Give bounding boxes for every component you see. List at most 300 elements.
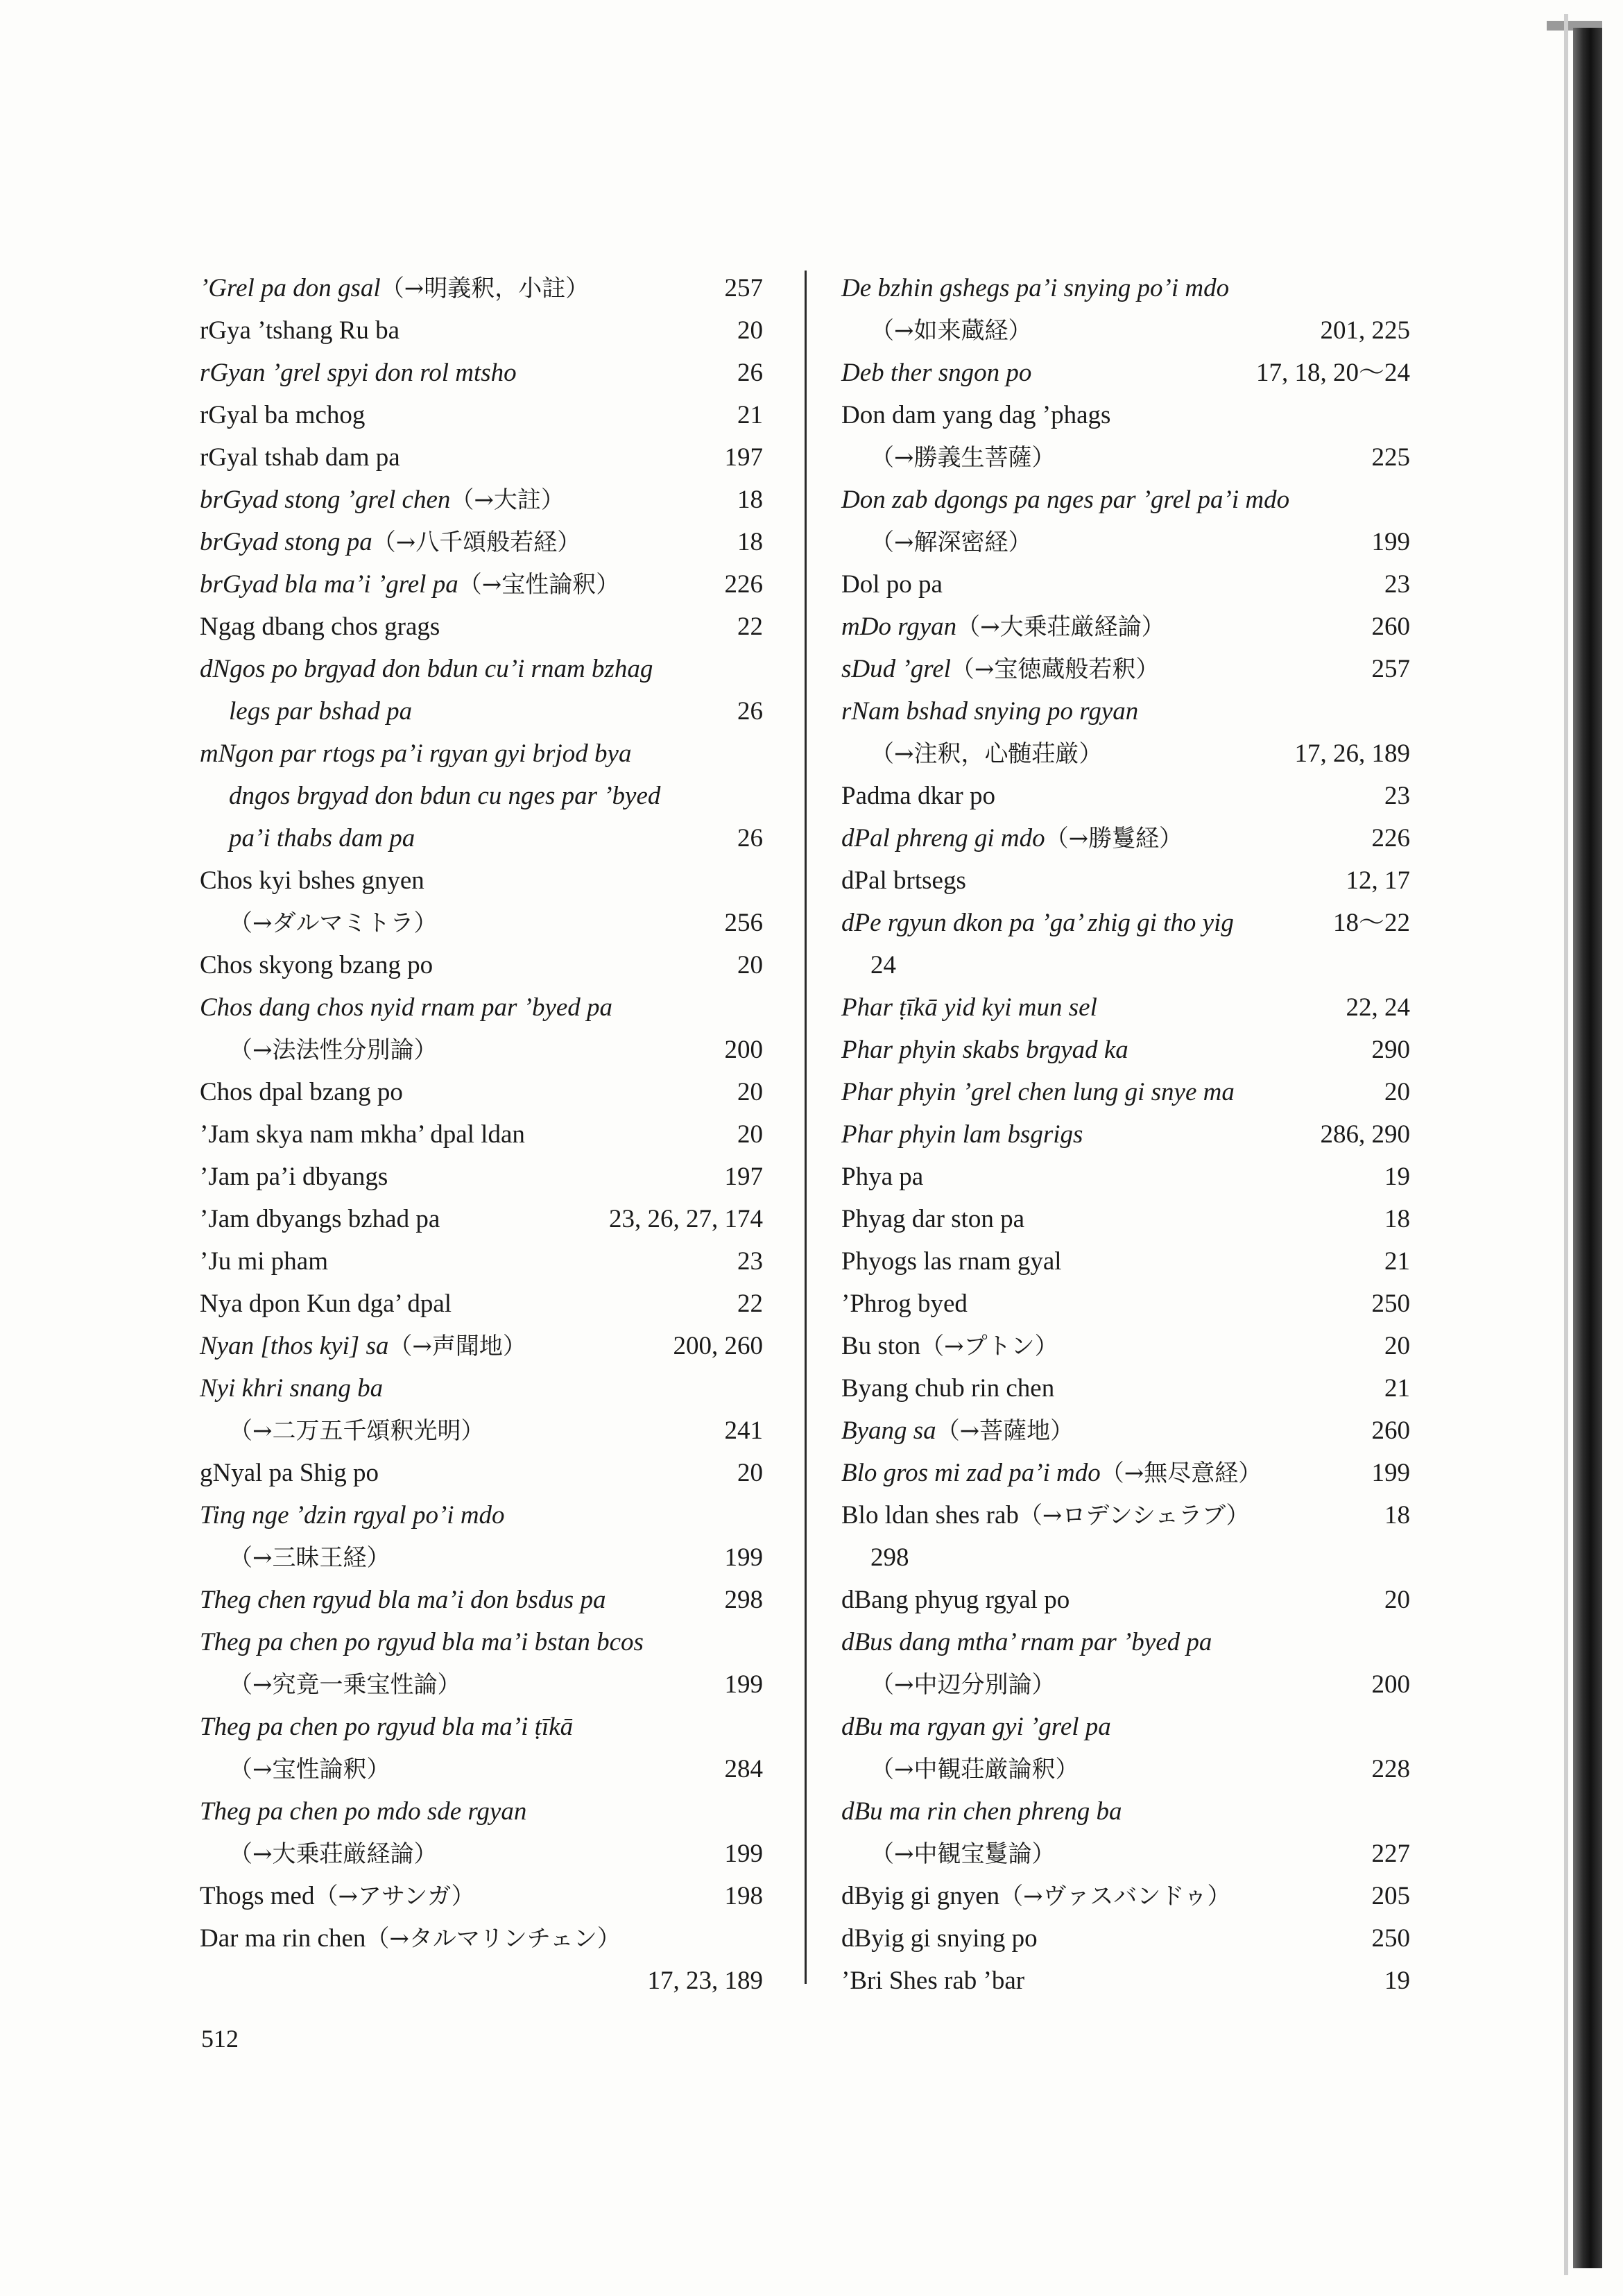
entry-title: brGyad stong pa xyxy=(200,528,372,556)
index-entry xyxy=(841,1494,1410,1579)
index-entry-line xyxy=(841,1198,1410,1240)
entry-text-group xyxy=(200,1706,573,1748)
entry-page-numbers: 228 xyxy=(1371,1755,1410,1783)
index-entry-line xyxy=(200,1113,763,1156)
index-entry xyxy=(841,563,1410,606)
entry-title: Chos dang chos nyid rnam par ’byed pa xyxy=(200,993,613,1022)
index-entry-line xyxy=(200,521,763,563)
entry-title: Dar ma rin chen xyxy=(200,1924,366,1953)
entry-page-numbers: 200 xyxy=(1371,1670,1410,1699)
entry-page-numbers: 18 xyxy=(737,486,763,514)
entry-cross-reference: （→法法性分別論） xyxy=(229,1036,438,1064)
entry-text-group xyxy=(870,1536,909,1579)
index-entry-line xyxy=(200,1706,763,1748)
index-entry xyxy=(200,1621,763,1706)
entry-text-group xyxy=(229,902,438,945)
entry-title: pa’i thabs dam pa xyxy=(229,824,415,853)
entry-title: ’Jam skya nam mkha’ dpal ldan xyxy=(200,1120,525,1149)
entry-page-numbers: 26 xyxy=(737,697,763,726)
entry-title: Nyi khri snang ba xyxy=(200,1374,384,1403)
entry-title: Phar phyin skabs brgyad ka xyxy=(841,1036,1128,1064)
entry-cross-reference: （→プトン） xyxy=(920,1333,1058,1360)
entry-page-numbers: 197 xyxy=(724,1163,763,1191)
index-entry-line xyxy=(200,1960,763,2002)
entry-text-group xyxy=(200,606,440,648)
index-entry-line xyxy=(841,1113,1410,1156)
index-entry xyxy=(200,1198,763,1240)
entry-title: ’Jam pa’i dbyangs xyxy=(200,1163,388,1191)
index-entry-line xyxy=(841,1748,1410,1790)
index-entry-line xyxy=(841,1452,1410,1494)
index-entry-line xyxy=(841,1071,1410,1113)
entry-text-group xyxy=(870,436,1056,479)
index-entry xyxy=(200,1325,763,1367)
entry-title: Theg chen rgyud bla ma’i don bsdus pa xyxy=(200,1586,606,1614)
entry-page-numbers: 18～22 xyxy=(1333,909,1410,937)
index-entry xyxy=(200,859,763,944)
index-entry-line xyxy=(841,1960,1410,2002)
index-entry xyxy=(841,1283,1410,1325)
entry-text-group xyxy=(200,479,565,522)
entry-title: rGyal tshab dam pa xyxy=(200,443,400,472)
entry-cross-reference: （→解深密経） xyxy=(870,529,1032,556)
entry-text-group xyxy=(841,1579,1070,1621)
index-entry xyxy=(841,1029,1410,1071)
entry-text-group xyxy=(841,1706,1111,1748)
index-entry xyxy=(200,309,763,352)
entry-title: Byang sa xyxy=(841,1416,936,1445)
entry-text-group xyxy=(200,859,424,902)
index-entry-line xyxy=(200,1494,763,1536)
entry-title: Theg pa chen po mdo sde rgyan xyxy=(200,1797,527,1826)
entry-text-group xyxy=(200,986,612,1029)
entry-title: Thogs med xyxy=(200,1882,315,1910)
index-entry-line xyxy=(841,606,1410,648)
entry-cross-reference: （→二万五千頌釈光明） xyxy=(229,1417,485,1445)
index-entry-line xyxy=(841,1875,1410,1917)
entry-text-group xyxy=(841,1410,1074,1453)
index-entry-line xyxy=(841,733,1410,775)
entry-page-numbers: 199 xyxy=(724,1840,763,1868)
entry-title: Chos dpal bzang po xyxy=(200,1078,403,1106)
entry-page-numbers: 227 xyxy=(1371,1840,1410,1868)
entry-cross-reference: （→宝性論釈） xyxy=(458,571,620,599)
entry-cross-reference: （→ダルマミトラ） xyxy=(229,909,438,937)
index-entry xyxy=(200,352,763,394)
index-entry-line xyxy=(841,479,1410,521)
index-entry xyxy=(200,1240,763,1283)
entry-text-group xyxy=(870,521,1032,564)
entry-page-numbers: 22, 24 xyxy=(1346,993,1410,1022)
entry-text-group xyxy=(229,1536,390,1579)
entry-title: dPal phreng gi mdo xyxy=(841,824,1045,853)
entry-text-group xyxy=(229,1410,485,1453)
entry-text-group xyxy=(841,606,1165,649)
index-entry xyxy=(200,267,763,309)
entry-cross-reference: （→宝徳蔵般若釈） xyxy=(950,656,1160,683)
index-entry-line xyxy=(841,1917,1410,1960)
entry-title: Ting nge ’dzin rgyal po’i mdo xyxy=(200,1501,505,1530)
index-entry xyxy=(200,1113,763,1156)
entry-title: legs par bshad pa xyxy=(229,697,413,726)
index-entry xyxy=(841,986,1410,1029)
entry-page-numbers: 23 xyxy=(1384,570,1410,599)
entry-title: Padma dkar po xyxy=(841,782,995,810)
index-entry xyxy=(841,1240,1410,1283)
index-entry xyxy=(841,1790,1410,1875)
entry-text-group xyxy=(200,436,400,479)
entry-title: sDud ’grel xyxy=(841,655,951,683)
index-entry xyxy=(200,986,763,1071)
entry-page-numbers: 26 xyxy=(737,359,763,387)
entry-page-numbers: 199 xyxy=(724,1670,763,1699)
entry-page-numbers: 20 xyxy=(1384,1332,1410,1360)
index-entry-line xyxy=(841,902,1410,944)
entry-text-group xyxy=(870,733,1103,776)
entry-page-numbers: 284 xyxy=(724,1755,763,1783)
index-entry-line xyxy=(200,690,763,733)
index-entry xyxy=(841,1113,1410,1156)
index-entry xyxy=(200,944,763,986)
entry-text-group xyxy=(841,690,1138,733)
index-entry-line xyxy=(200,1283,763,1325)
entry-title: mNgon par rtogs pa’i rgyan gyi brjod bya xyxy=(200,739,632,768)
index-entry xyxy=(200,1071,763,1113)
index-entry-line xyxy=(841,1156,1410,1198)
entry-page-numbers: 257 xyxy=(724,274,763,302)
entry-text-group xyxy=(841,1790,1122,1833)
index-entry-line xyxy=(200,563,763,606)
index-entry-line xyxy=(841,1410,1410,1452)
entry-text-group xyxy=(841,267,1229,309)
index-entry-line xyxy=(841,648,1410,690)
index-entry-line xyxy=(841,859,1410,902)
entry-page-numbers: 257 xyxy=(1371,655,1410,683)
entry-page-numbers: 22 xyxy=(737,1290,763,1318)
entry-page-numbers: 20 xyxy=(1384,1586,1410,1614)
index-entry xyxy=(841,817,1410,859)
entry-cross-reference: （→大乗荘厳経論） xyxy=(229,1840,438,1868)
index-entry xyxy=(200,1156,763,1198)
entry-cross-reference: （→菩薩地） xyxy=(936,1417,1074,1445)
index-entry xyxy=(841,775,1410,817)
entry-text-group xyxy=(841,1367,1054,1410)
entry-title: Blo gros mi zad pa’i mdo xyxy=(841,1459,1101,1487)
index-entry-line xyxy=(200,1621,763,1663)
index-entry-line xyxy=(841,1663,1410,1706)
index-entry xyxy=(200,436,763,479)
index-entry xyxy=(841,352,1410,394)
entry-text-group xyxy=(841,1325,1058,1368)
index-entry-line xyxy=(200,1071,763,1113)
entry-title: Phyag dar ston pa xyxy=(841,1205,1025,1233)
entry-text-group xyxy=(841,394,1110,436)
index-entry-line xyxy=(841,690,1410,733)
index-entry xyxy=(200,1452,763,1494)
entry-title: dBu ma rgyan gyi ’grel pa xyxy=(841,1713,1111,1741)
entry-text-group xyxy=(841,1156,923,1198)
entry-text-group xyxy=(229,1833,438,1876)
entry-page-numbers: 241 xyxy=(724,1416,763,1445)
index-entry-line xyxy=(841,1579,1410,1621)
entry-cross-reference: （→ヴァスバンドゥ） xyxy=(999,1883,1231,1910)
entry-page-numbers: 226 xyxy=(724,570,763,599)
entry-title: brGyad bla ma’i ’grel pa xyxy=(200,570,458,599)
index-entry-line xyxy=(841,1536,1410,1579)
index-entry xyxy=(200,1579,763,1621)
entry-page-numbers: 20 xyxy=(737,316,763,345)
entry-text-group xyxy=(200,394,365,436)
entry-cross-reference: （→声聞地） xyxy=(388,1333,526,1360)
index-entry-line xyxy=(841,1494,1410,1536)
page-number: 512 xyxy=(201,2025,239,2053)
entry-title: Byang chub rin chen xyxy=(841,1374,1055,1403)
index-entry-line xyxy=(200,479,763,521)
entry-text-group xyxy=(200,648,653,690)
entry-text-group xyxy=(229,1748,390,1791)
entry-title: Ngag dbang chos grags xyxy=(200,612,440,641)
entry-title: rGyal ba mchog xyxy=(200,401,366,429)
index-entry xyxy=(200,563,763,606)
entry-title: Phya pa xyxy=(841,1163,924,1191)
index-entry-line xyxy=(841,1283,1410,1325)
scan-edge-shadow xyxy=(1573,28,1602,2268)
entry-text-group xyxy=(841,775,995,817)
entry-text-group xyxy=(870,1663,1056,1706)
entry-title: rGya ’tshang Ru ba xyxy=(200,316,400,345)
index-entry xyxy=(841,1198,1410,1240)
index-entry-line xyxy=(200,986,763,1029)
entry-page-numbers: 20 xyxy=(737,951,763,979)
entry-page-numbers: 256 xyxy=(724,909,763,937)
entry-cross-reference: （→勝鬘経） xyxy=(1045,825,1183,853)
index-entry xyxy=(841,1621,1410,1706)
entry-text-group xyxy=(200,352,517,394)
index-entry-line xyxy=(200,1452,763,1494)
entry-page-numbers: 23 xyxy=(1384,782,1410,810)
entry-title: ’Bri Shes rab ’bar xyxy=(841,1967,1025,1995)
entry-title: Theg pa chen po rgyud bla ma’i ṭīkā xyxy=(200,1713,574,1741)
entry-page-numbers: 20 xyxy=(737,1459,763,1487)
entry-title: 24 xyxy=(870,951,896,979)
entry-page-numbers: 12, 17 xyxy=(1346,866,1410,895)
entry-title: Theg pa chen po rgyud bla ma’i bstan bcos xyxy=(200,1628,644,1656)
index-entry xyxy=(841,1410,1410,1452)
index-entry-line xyxy=(841,1367,1410,1410)
index-entry xyxy=(200,1706,763,1790)
entry-text-group xyxy=(200,1875,475,1918)
index-entry-line xyxy=(200,1029,763,1071)
entry-text-group xyxy=(229,1663,461,1706)
entry-cross-reference: （→タルマリンチェン） xyxy=(366,1925,621,1953)
entry-text-group xyxy=(870,309,1032,352)
entry-page-numbers: 298 xyxy=(724,1586,763,1614)
index-entry xyxy=(841,606,1410,648)
entry-text-group xyxy=(200,944,433,986)
entry-text-group xyxy=(200,563,619,606)
entry-page-numbers: 250 xyxy=(1371,1924,1410,1953)
entry-page-numbers: 19 xyxy=(1384,1163,1410,1191)
index-entry-line xyxy=(200,1833,763,1875)
index-entry-line xyxy=(200,606,763,648)
entry-page-numbers: 226 xyxy=(1371,824,1410,853)
scan-edge-highlight xyxy=(1564,14,1568,2275)
entry-text-group xyxy=(200,521,581,564)
entry-page-numbers: 18 xyxy=(1384,1501,1410,1530)
entry-title: Don dam yang dag ’phags xyxy=(841,401,1111,429)
index-entry-line xyxy=(200,1663,763,1706)
entry-text-group xyxy=(229,775,660,817)
column-divider xyxy=(805,271,807,1984)
index-entry xyxy=(200,1283,763,1325)
entry-page-numbers: 21 xyxy=(1384,1247,1410,1276)
entry-cross-reference: （→大註） xyxy=(450,486,565,514)
entry-title: dBu ma rin chen phreng ba xyxy=(841,1797,1122,1826)
index-entry-line xyxy=(200,1410,763,1452)
entry-title: dPal brtsegs xyxy=(841,866,966,895)
entry-title: mDo rgyan xyxy=(841,612,957,641)
index-entry xyxy=(200,733,763,859)
entry-text-group xyxy=(841,563,943,606)
entry-title: ’Grel pa don gsal xyxy=(200,274,381,302)
index-entry-line xyxy=(200,352,763,394)
entry-text-group xyxy=(841,1071,1235,1113)
index-entry-line xyxy=(841,1325,1410,1367)
index-entry-line xyxy=(841,352,1410,394)
entry-text-group xyxy=(841,1960,1024,2002)
entry-text-group xyxy=(870,1833,1056,1876)
entry-text-group xyxy=(200,733,631,775)
index-entry-line xyxy=(841,1833,1410,1875)
entry-title: dByig gi gnyen xyxy=(841,1882,1000,1910)
index-entry xyxy=(841,648,1410,690)
entry-text-group xyxy=(229,690,412,733)
index-entry-line xyxy=(200,733,763,775)
entry-title: Phyogs las rnam gyal xyxy=(841,1247,1062,1276)
entry-title: ’Phrog byed xyxy=(841,1290,968,1318)
entry-title: brGyad stong ’grel chen xyxy=(200,486,451,514)
entry-page-numbers: 225 xyxy=(1371,443,1410,472)
index-entry xyxy=(200,1875,763,1917)
index-entry-line xyxy=(200,267,763,309)
index-entry xyxy=(841,1071,1410,1113)
index-entry xyxy=(841,479,1410,563)
entry-title: ’Jam dbyangs bzhad pa xyxy=(200,1205,440,1233)
entry-text-group xyxy=(200,1240,328,1283)
entry-text-group xyxy=(200,1579,606,1621)
entry-page-numbers: 21 xyxy=(1384,1374,1410,1403)
entry-page-numbers: 201, 225 xyxy=(1320,316,1410,345)
index-entry-line xyxy=(200,1790,763,1833)
index-entry-line xyxy=(841,309,1410,352)
index-entry xyxy=(200,1917,763,2002)
entry-title: 298 xyxy=(870,1543,909,1572)
index-entry-line xyxy=(200,902,763,944)
index-entry-line xyxy=(841,986,1410,1029)
entry-title: rGyan ’grel spyi don rol mtsho xyxy=(200,359,517,387)
entry-title: dNgos po brgyad don bdun cu’i rnam bzhag xyxy=(200,655,653,683)
entry-page-numbers: 290 xyxy=(1371,1036,1410,1064)
entry-cross-reference: （→無尽意経） xyxy=(1100,1459,1262,1487)
index-entry-line xyxy=(200,1367,763,1410)
index-entry-line xyxy=(200,436,763,479)
entry-title: ’Ju mi pham xyxy=(200,1247,328,1276)
entry-text-group xyxy=(229,817,415,859)
entry-text-group xyxy=(200,1621,644,1663)
entry-page-numbers: 200 xyxy=(724,1036,763,1064)
index-entry xyxy=(841,1367,1410,1410)
index-entry-line xyxy=(200,394,763,436)
entry-page-numbers: 17, 18, 20～24 xyxy=(1256,359,1410,387)
index-entry-line xyxy=(841,563,1410,606)
entry-page-numbers: 199 xyxy=(1371,1459,1410,1487)
index-column-right xyxy=(841,267,1410,2002)
index-entry-line xyxy=(200,1748,763,1790)
entry-cross-reference: （→中観荘厳論釈） xyxy=(870,1756,1079,1783)
entry-cross-reference: （→勝義生菩薩） xyxy=(870,444,1056,472)
index-entry-line xyxy=(841,1240,1410,1283)
index-entry xyxy=(841,394,1410,479)
entry-page-numbers: 286, 290 xyxy=(1320,1120,1410,1149)
index-entry-line xyxy=(841,1706,1410,1748)
index-entry-line xyxy=(200,775,763,817)
entry-text-group xyxy=(841,1875,1230,1918)
entry-title: Nyan [thos kyi] sa xyxy=(200,1332,389,1360)
entry-title: Nya dpon Kun dga’ dpal xyxy=(200,1290,452,1318)
index-entry-line xyxy=(841,1790,1410,1833)
index-entry xyxy=(200,394,763,436)
entry-page-numbers: 23 xyxy=(737,1247,763,1276)
index-entry xyxy=(200,606,763,648)
entry-cross-reference: （→アサンガ） xyxy=(314,1883,475,1910)
entry-text-group xyxy=(841,859,966,902)
entry-page-numbers: 18 xyxy=(1384,1205,1410,1233)
entry-cross-reference: （→明義釈，小註） xyxy=(380,275,590,302)
entry-text-group xyxy=(200,1156,388,1198)
index-entry-line xyxy=(200,648,763,690)
entry-text-group xyxy=(200,1917,621,1960)
index-entry xyxy=(841,1875,1410,1917)
index-entry-line xyxy=(200,859,763,902)
index-entry-line xyxy=(200,1156,763,1198)
entry-page-numbers: 20 xyxy=(737,1120,763,1149)
entry-page-numbers: 22 xyxy=(737,612,763,641)
entry-title: Chos kyi bshes gnyen xyxy=(200,866,424,895)
entry-text-group xyxy=(200,267,589,310)
index-entry xyxy=(841,1960,1410,2002)
entry-title: dBang phyug rgyal po xyxy=(841,1586,1070,1614)
index-entry-line xyxy=(200,1579,763,1621)
index-entry-line xyxy=(200,1917,763,1960)
entry-title: dByig gi snying po xyxy=(841,1924,1038,1953)
index-entry-line xyxy=(841,944,1410,986)
entry-text-group xyxy=(229,1029,438,1072)
entry-title: gNyal pa Shig po xyxy=(200,1459,379,1487)
index-entry xyxy=(841,902,1410,986)
entry-page-numbers: 23, 26, 27, 174 xyxy=(609,1205,763,1233)
index-entry xyxy=(841,690,1410,775)
entry-title: Bu ston xyxy=(841,1332,921,1360)
entry-text-group xyxy=(841,1029,1128,1071)
entry-page-numbers: 205 xyxy=(1371,1882,1410,1910)
entry-page-numbers: 260 xyxy=(1371,612,1410,641)
entry-text-group xyxy=(870,1748,1079,1791)
index-entry-line xyxy=(200,1536,763,1579)
entry-title: Phar phyin lam bsgrigs xyxy=(841,1120,1083,1149)
entry-text-group xyxy=(200,1367,383,1410)
entry-text-group xyxy=(200,309,400,352)
entry-page-numbers: 200, 260 xyxy=(673,1332,763,1360)
